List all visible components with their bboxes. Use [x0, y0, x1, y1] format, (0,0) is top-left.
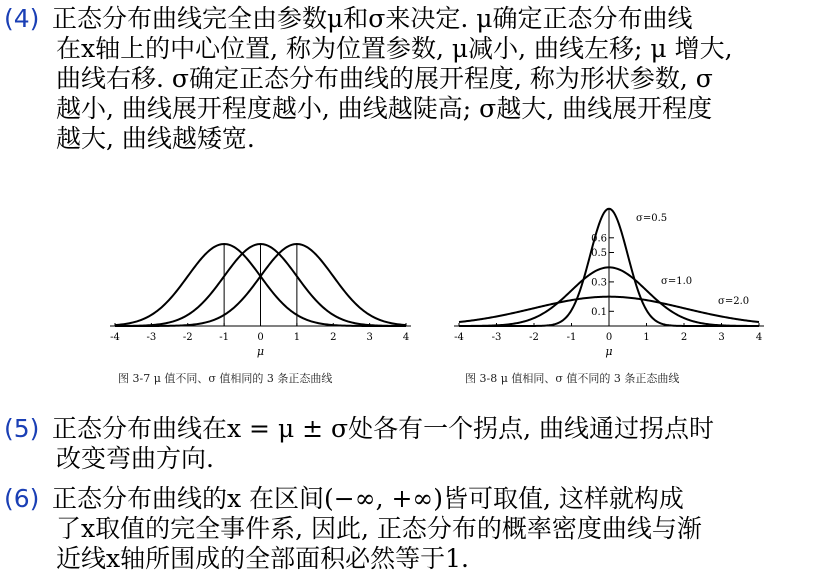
paragraph-line: 正态分布曲线在x = μ ± σ处各有一个拐点, 曲线通过拐点时	[52, 414, 714, 443]
item-number: (5)	[4, 414, 40, 443]
paragraph-line: 正态分布曲线的x 在区间(−∞, +∞)皆可取值, 这样就构成	[52, 484, 684, 513]
figure-caption: 图 3-7 μ 值不同、σ 值相同的 3 条正态曲线	[118, 372, 333, 385]
figure-caption: 图 3-8 μ 值相同、σ 值不同的 3 条正态曲线	[465, 372, 680, 385]
x-tick-label: 2	[680, 332, 688, 343]
y-tick-label: 0.5	[591, 248, 607, 259]
figure-3-8	[448, 178, 778, 393]
series-label: σ=2.0	[718, 296, 750, 307]
x-tick-label: -3	[146, 332, 157, 343]
x-tick-label: -1	[566, 332, 577, 343]
x-tick-label: 1	[293, 332, 301, 343]
y-tick-label: 0.6	[591, 233, 607, 245]
x-tick-label: 3	[718, 332, 725, 343]
x-tick-label: -2	[529, 332, 539, 343]
item-number: (6)	[4, 484, 40, 513]
series-label: σ=0.5	[636, 213, 668, 224]
x-tick-label: -4	[110, 332, 120, 343]
x-tick-label: -1	[219, 332, 229, 343]
paragraph-line: 改变弯曲方向.	[56, 444, 214, 473]
x-tick-label: -2	[182, 332, 193, 343]
x-axis-label: μ	[605, 345, 613, 358]
series-label: σ=1.0	[661, 276, 693, 287]
paragraph-6	[4, 484, 824, 574]
x-tick-label: -4	[454, 332, 464, 343]
paragraph-line: 正态分布曲线完全由参数μ和σ来决定. μ确定正态分布曲线	[52, 4, 693, 33]
paragraph-line: 在x轴上的中心位置, 称为位置参数, μ减小, 曲线左移; μ 增大,	[56, 34, 733, 63]
paragraph-5	[4, 414, 824, 474]
y-tick-label: 0.1	[591, 306, 607, 318]
paragraph-line: 越大, 曲线越矮宽.	[56, 124, 255, 153]
paragraph-line: 曲线右移. σ确定正态分布曲线的展开程度, 称为形状参数, σ	[56, 64, 713, 93]
figure-3-7	[100, 178, 430, 393]
x-tick-label: 0	[605, 332, 613, 343]
paragraph-line: 了x取值的完全事件系, 因此, 正态分布的概率密度曲线与渐	[56, 514, 702, 543]
paragraph-line: 近线x轴所围成的全部面积必然等于1.	[56, 544, 469, 573]
paragraph-4	[4, 4, 824, 154]
x-tick-label: 1	[643, 332, 650, 343]
x-tick-label: 4	[402, 332, 410, 343]
figure-3-7-chart	[100, 178, 430, 368]
y-tick-label: 0.3	[591, 277, 607, 289]
x-axis-label: μ	[256, 345, 265, 358]
figure-3-8-chart	[448, 178, 778, 368]
x-tick-label: 4	[755, 332, 763, 343]
paragraph-line: 越小, 曲线展开程度越小, 曲线越陡高; σ越大, 曲线展开程度	[56, 94, 713, 123]
x-tick-label: 0	[257, 332, 264, 343]
x-tick-label: -3	[491, 332, 502, 343]
x-tick-label: 2	[330, 332, 337, 343]
item-number: (4)	[4, 4, 40, 33]
x-tick-label: 3	[366, 332, 373, 343]
